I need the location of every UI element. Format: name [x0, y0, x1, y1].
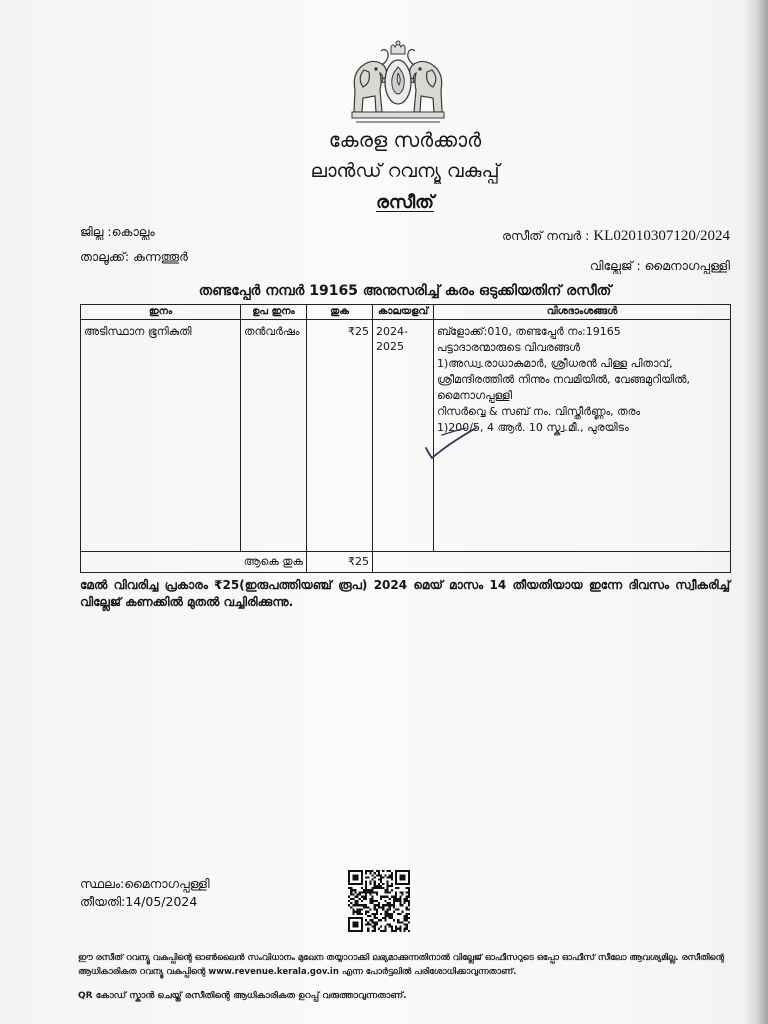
- taluk-field: താലൂക്ക്: കുന്നത്തൂർ: [80, 249, 188, 264]
- footer-note: ഈ രസീത് റവന്യൂ വകുപ്പിന്റെ ഓൺലൈൻ സംവിധാനം മുഖേന തയ്യാറാക്കി ലഭ്യമാക്കുന്നതിനാൽ വില്ലേജ് ഓഫീസറുടെ ഒപ്പോ ഓഫീസ് സീലോ ആവശ്യമില്ല. രസീതിന്റെ ആധികാരികത റവന്യൂ വകുപ്പിന്റെ www.revenue.kerala.gov.in എന്ന പോർട്ടലിൽ പരിശോധിക്കാവുന്നതാണ്.: [78, 953, 725, 977]
- department-title: ലാൻഡ് റവന്യൂ വകുപ്പ്: [310, 160, 500, 182]
- paper-edge-shadow: [744, 0, 768, 1024]
- column-header-amount: തുക: [307, 305, 373, 320]
- column-header-sub-item: ഉപ ഇനം: [241, 305, 307, 320]
- qr-verification-note: QR കോഡ് സ്കാൻ ചെയ്ത് രസീതിന്റെ ആധികാരികത ഉറപ്പ് വരുത്താവുന്നതാണ്.: [78, 991, 407, 1001]
- qr-modules: [348, 870, 410, 932]
- document-title: [110, 191, 700, 215]
- tax-receipt-table: [80, 304, 731, 573]
- detail-line-owner: 1)അഡ്വ.രാധാകുമാർ, ശ്രീധരൻ പിള്ള പിതാവ്,: [437, 357, 673, 370]
- table-row: [81, 320, 731, 552]
- receipt-number-value: KL02010307120/2024: [593, 228, 730, 244]
- village-field: വില്ലേജ് : മൈനാഗപ്പള്ളി: [589, 258, 730, 273]
- detail-line-survey: 1)200/5, 4 ആർ. 10 സ്ക്വ.മീ., പുരയിടം: [437, 421, 629, 434]
- column-header-item: ഇനം: [81, 305, 241, 320]
- receipt-statement: മേൽ വിവരിച്ച പ്രകാരം ₹25(ഇരുപത്തിയഞ്ച് രൂപ) 2024 മെയ് മാസം 14 തീയതിയായ ഇന്നേ ദിവസം സ്വീകരിച്ച് വില്ലേജ് കണക്കിൽ മുതൽ വച്ചിരിക്കുന്നു.: [80, 578, 730, 609]
- receipt-heading: തണ്ടപ്പേർ നമ്പർ 19165 അനുസരിച്ച് കരം ഒടുക്കിയതിന് രസീത്: [198, 283, 612, 299]
- cell-sub-item: തൻവർഷം: [241, 320, 307, 552]
- emblem-elephant-left: [354, 50, 388, 113]
- cell-amount: ₹25: [307, 320, 373, 552]
- emblem-crown: [391, 41, 405, 54]
- column-header-period: കാലയളവ്: [373, 305, 434, 320]
- government-title: കേരള സർക്കാർ: [328, 128, 482, 152]
- district-field: ജില്ല :കൊല്ലം: [80, 224, 155, 239]
- handwritten-tick-mark: [418, 420, 482, 470]
- total-empty-cell: [373, 552, 731, 573]
- detail-line-owners-heading: പട്ടാദാരന്മാരുടെ വിവരങ്ങൾ: [437, 341, 581, 354]
- qr-code: [348, 870, 410, 932]
- column-header-details: വിശദാംശങ്ങൾ: [434, 305, 731, 320]
- cell-item: അടിസ്ഥാന ഭൂനികുതി: [81, 320, 241, 552]
- receipt-number-field: [502, 228, 730, 244]
- receipt-number-label: രസീത് നമ്പർ :: [502, 228, 590, 243]
- detail-line-address: ശ്രീമന്ദിരത്തിൽ നിന്നും നവമിയിൽ, വേങ്ങമുറിയിൽ,: [437, 373, 691, 386]
- total-label: ആകെ തുക: [81, 552, 307, 573]
- date-field: തീയതി:14/05/2024: [80, 894, 198, 909]
- document-title-text: രസീത്: [376, 192, 434, 213]
- detail-line-block: ബ്ളോക്ക്:010, തണ്ടപ്പേർ നം:19165: [437, 325, 621, 338]
- detail-line-survey-heading: റിസർവ്വെ & സബ് നം. വിസ്തീർണ്ണം, തരം: [437, 405, 641, 418]
- emblem-elephant-right: [408, 50, 442, 113]
- kerala-state-emblem: [346, 38, 450, 126]
- pen-strike-stroke: [442, 428, 466, 435]
- table-header-row: [81, 305, 731, 320]
- place-field: സ്ഥലം:മൈനാഗപ്പള്ളി: [80, 876, 210, 891]
- total-amount: ₹25: [307, 552, 373, 573]
- detail-line-place: മൈനാഗപ്പള്ളി: [437, 389, 513, 402]
- cell-period: 2024-2025: [373, 320, 434, 552]
- emblem-base: [352, 112, 444, 122]
- total-row: [81, 552, 731, 573]
